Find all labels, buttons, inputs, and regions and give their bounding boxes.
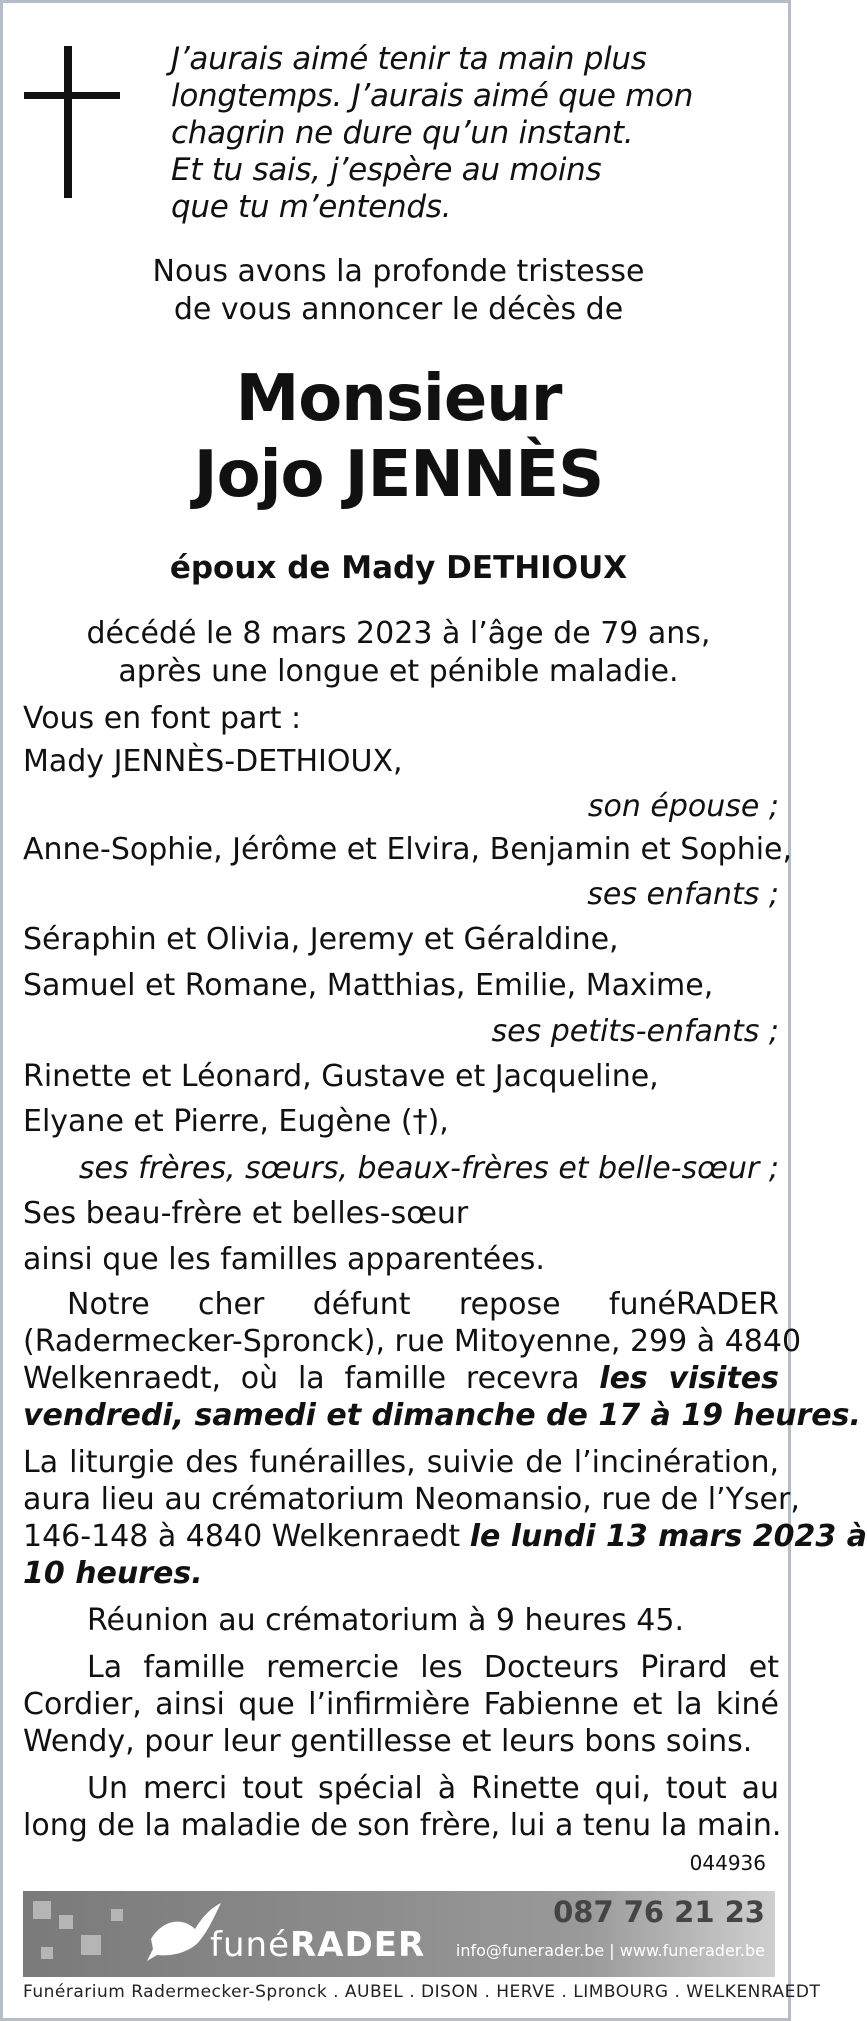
grandchildren-names: Séraphin et Olivia, Jeremy et Géraldine,: [23, 922, 619, 957]
poem-line: Et tu sais, j’espère au moins: [171, 152, 602, 188]
decor-square: [59, 1915, 73, 1929]
ceremony-date: 10 heures.: [23, 1556, 203, 1591]
announce-line: Vous en font part :: [23, 701, 302, 736]
funeral-home-banner: [23, 1891, 775, 1977]
reference-number: 044936: [689, 1851, 766, 1875]
intro-line: de vous annoncer le décès de: [173, 292, 624, 327]
siblings-role: ses frères, sœurs, beaux-frères et belle-sœur ;: [78, 1151, 779, 1186]
children-role: ses enfants ;: [587, 877, 779, 912]
rest-line: (Radermecker-Spronck), rue Mitoyenne, 299 à 4840: [23, 1324, 802, 1359]
spouse-line: époux de Mady DETHIOUX: [169, 550, 628, 586]
footer-locations: Funérarium Radermecker-Spronck . AUBEL . DISON . HERVE . LIMBOURG . WELKENRAEDT: [23, 1982, 821, 2002]
intro-line: Nous avons la profonde tristesse: [152, 254, 645, 289]
rest-line: Welkenraedt, où la famille recevra les visites: [23, 1361, 779, 1396]
deceased-full-name: Jojo JENNÈS: [193, 438, 604, 512]
rest-paragraph: [23, 1286, 779, 1324]
decor-square: [81, 1935, 101, 1955]
poem-line: chagrin ne dure qu’un instant.: [171, 115, 634, 151]
siblings-names: Elyane et Pierre, Eugène (†),: [23, 1104, 449, 1139]
intro: [3, 253, 794, 329]
grandchildren-role: ses petits-enfants ;: [491, 1014, 779, 1049]
deceased-title: Monsieur: [235, 362, 562, 436]
children-names: Anne-Sophie, Jérôme et Elvira, Benjamin et Sophie,: [23, 832, 793, 867]
meeting-line: Réunion au crématorium à 9 heures 45.: [87, 1603, 684, 1638]
grandchildren-names: Samuel et Romane, Matthias, Emilie, Maxime,: [23, 968, 714, 1003]
special-thanks-line: Un merci tout spécial à Rinette qui, tout au: [87, 1771, 779, 1806]
liturgy-line: 146-148 à 4840 Welkenraedt le lundi 13 mars 2023 à: [23, 1519, 867, 1554]
poem-line: longtemps. J’aurais aimé que mon: [171, 78, 694, 114]
death-info: [3, 615, 794, 691]
rest-line: Notre cher défunt repose funéRADER: [67, 1287, 779, 1322]
liturgy-line: La liturgie des funérailles, suivie de l’incinération,: [23, 1445, 779, 1480]
special-thanks-line: long de la maladie de son frère, lui a tenu la main.: [23, 1808, 782, 1843]
ceremony-date: le lundi 13 mars 2023 à: [469, 1519, 867, 1554]
decor-square: [33, 1901, 51, 1919]
cross-icon-bar: [24, 92, 120, 99]
liturgy-line: aura lieu au crématorium Neomansio, rue de l’Yser,: [23, 1482, 800, 1517]
relatives-line: ainsi que les familles apparentées.: [23, 1242, 545, 1277]
inlaws-line: Ses beau-frère et belles-sœur: [23, 1196, 469, 1231]
wife-name: Mady JENNÈS-DETHIOUX,: [23, 744, 403, 779]
poem-line: J’aurais aimé tenir ta main plus: [171, 41, 647, 77]
siblings-names: Rinette et Léonard, Gustave et Jacqueline,: [23, 1059, 659, 1094]
wife-role: son épouse ;: [587, 789, 779, 824]
visit-times: les visites: [599, 1361, 779, 1396]
thanks-line: La famille remercie les Docteurs Pirard et: [87, 1650, 779, 1685]
cross-icon: [64, 46, 72, 198]
poem: [171, 41, 693, 226]
decor-square: [111, 1909, 123, 1921]
visit-times: vendredi, samedi et dimanche de 17 à 19 heures.: [23, 1398, 861, 1433]
decor-square: [41, 1947, 53, 1959]
brand-logo: funéRADER: [210, 1925, 426, 1965]
death-line: après une longue et pénible maladie.: [118, 654, 679, 689]
phone-number[interactable]: 087 76 21 23: [553, 1895, 765, 1929]
contact-links[interactable]: info@funerader.be | www.funerader.be: [455, 1941, 765, 1960]
thanks-line: Cordier, ainsi que l’infirmière Fabienne et la kiné: [23, 1687, 779, 1722]
thanks-line: Wendy, pour leur gentillesse et leurs bons soins.: [23, 1724, 753, 1759]
death-line: décédé le 8 mars 2023 à l’âge de 79 ans,: [86, 616, 711, 651]
poem-line: que tu m’entends.: [171, 189, 452, 225]
deceased-name: [3, 361, 794, 513]
